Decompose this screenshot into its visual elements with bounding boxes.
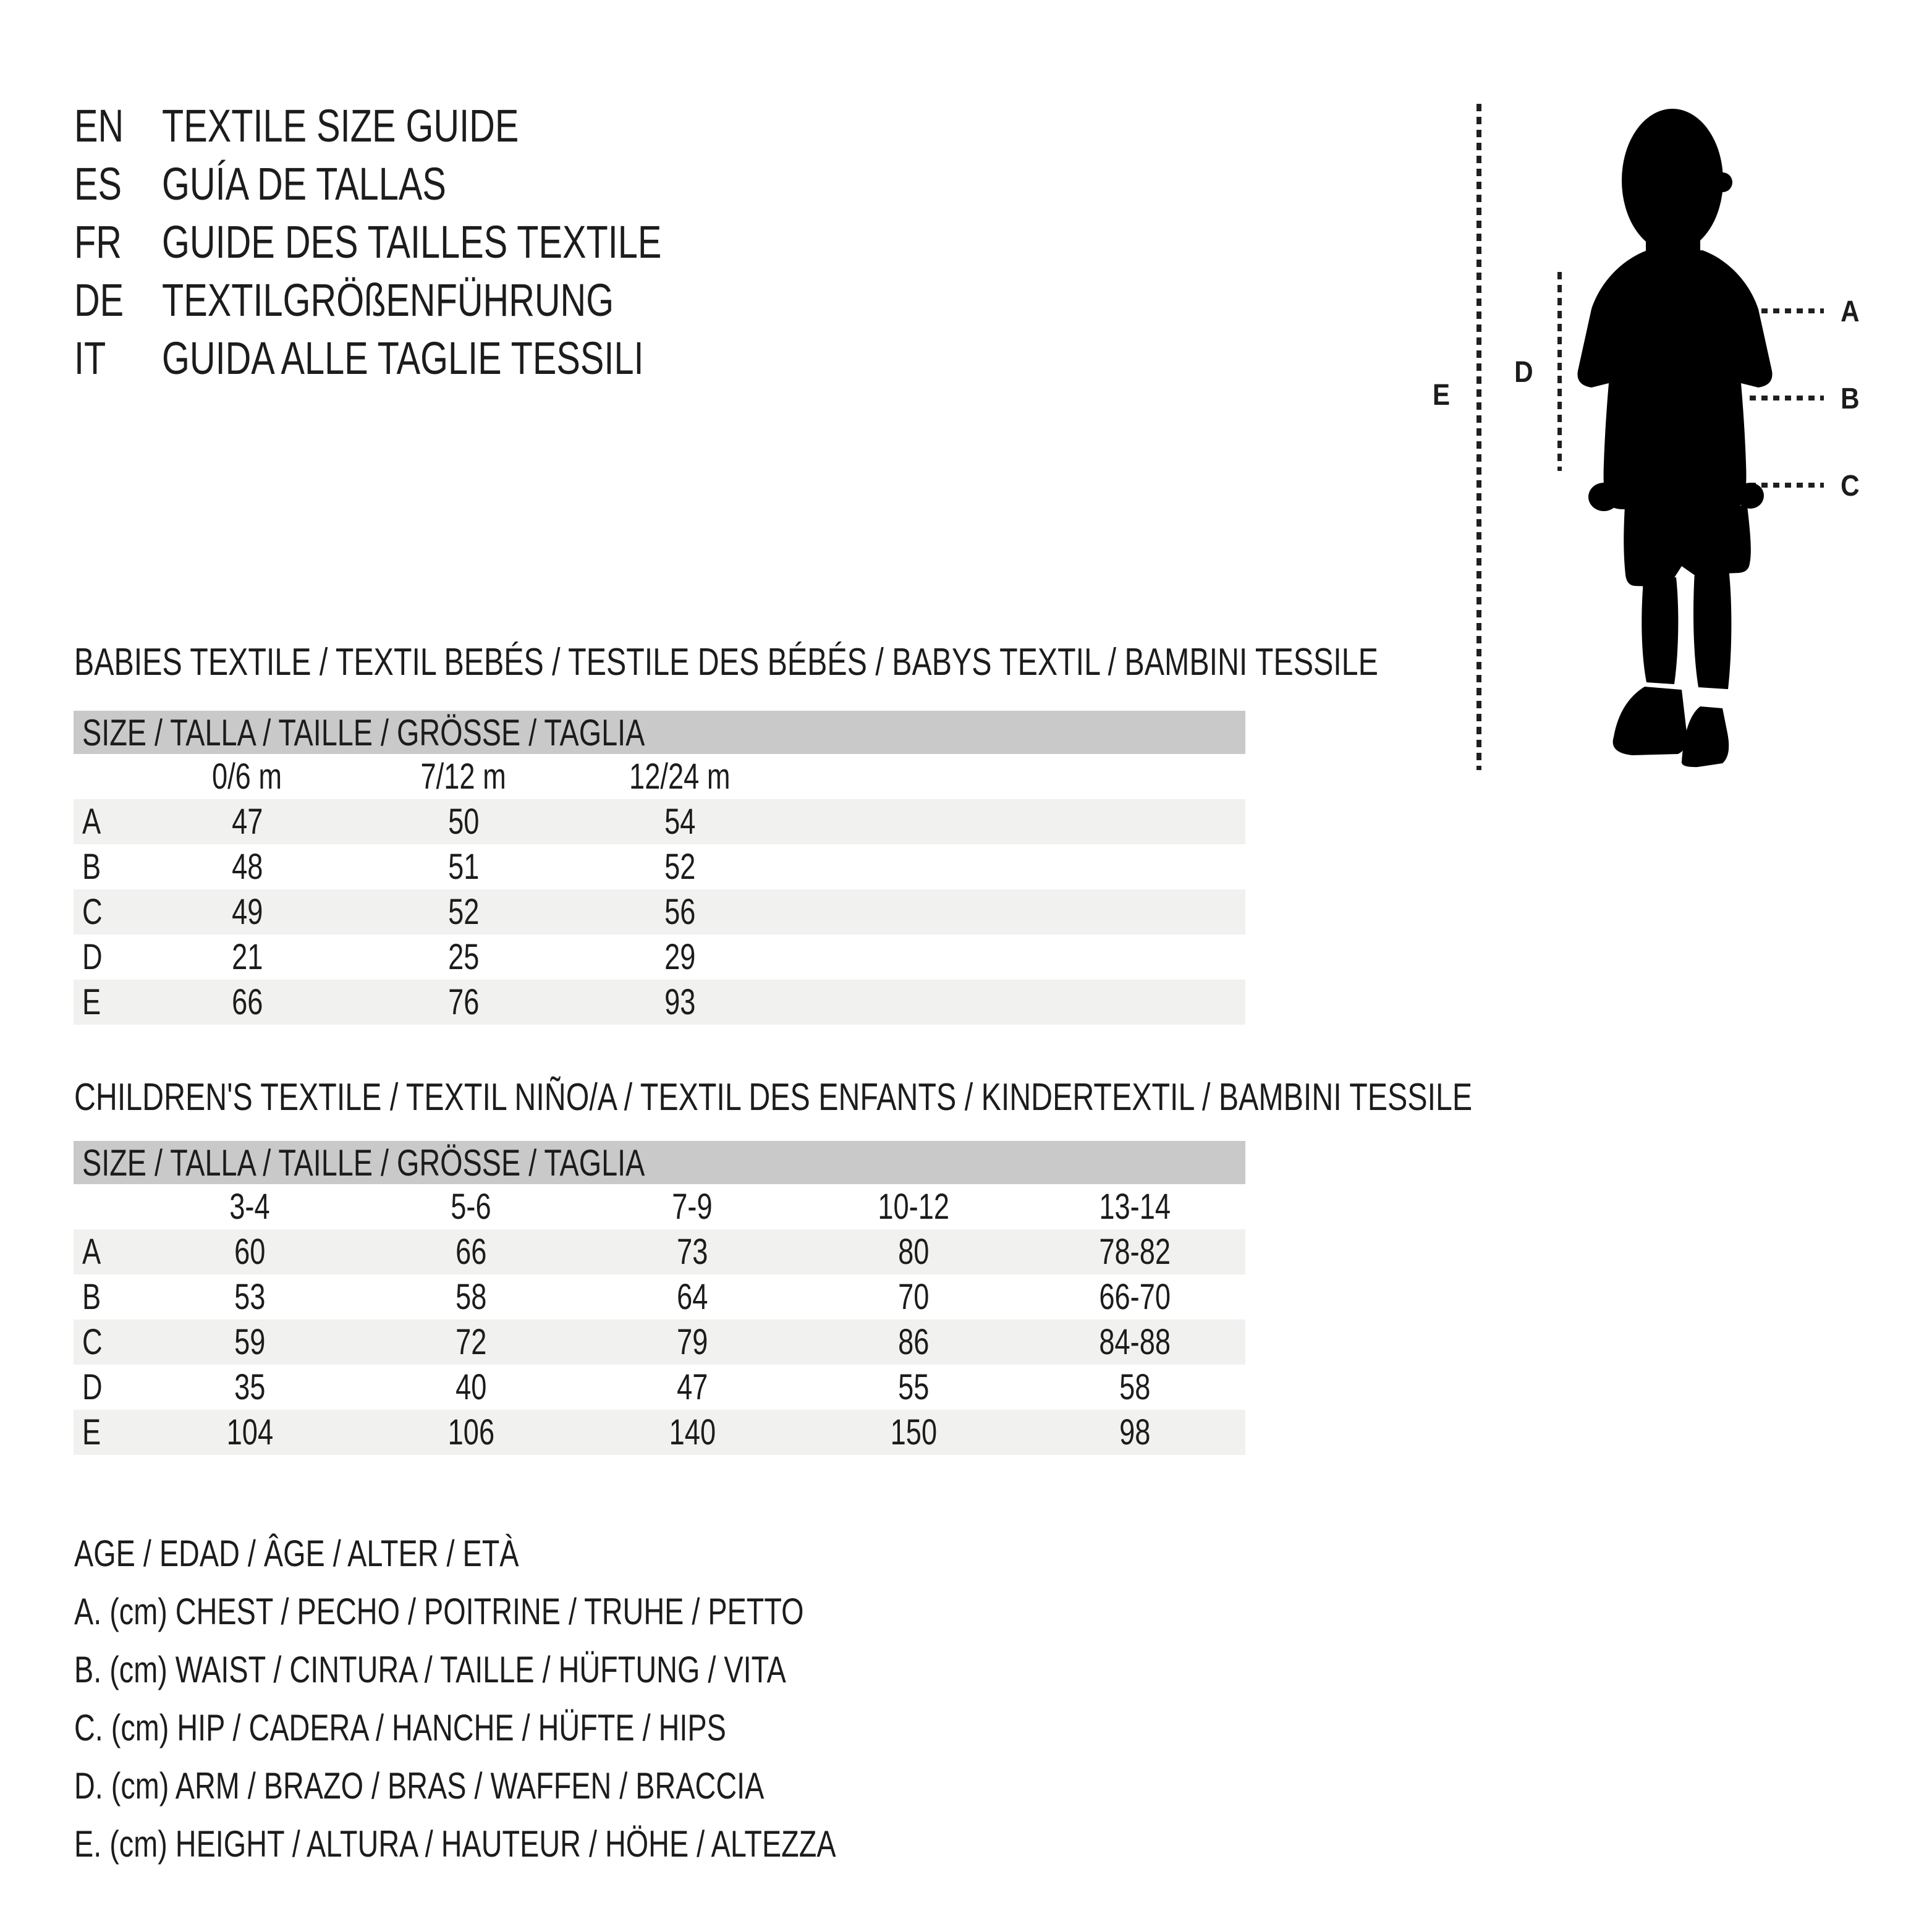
- column-header: 7/12 m: [420, 756, 507, 797]
- guide-title: TEXTILE SIZE GUIDE: [162, 100, 519, 151]
- guide-title: TEXTILGRÖßENFÜHRUNG: [162, 274, 614, 326]
- children-section-heading: CHILDREN'S TEXTILE / TEXTIL NIÑO/A / TEXTIL DES ENFANTS / KINDERTEXTIL / BAMBINI TESSILE: [74, 1075, 1473, 1119]
- height-measure-label: E: [1432, 379, 1451, 412]
- table-row: [74, 934, 1245, 980]
- size-cell: 59: [234, 1322, 266, 1362]
- size-cell: 66-70: [1099, 1277, 1171, 1317]
- size-cell: 49: [231, 892, 263, 932]
- row-label: E: [82, 982, 101, 1022]
- column-header: 12/24 m: [629, 756, 731, 797]
- size-cell: 58: [1119, 1367, 1151, 1407]
- size-cell: 86: [897, 1322, 930, 1362]
- size-cell: 58: [455, 1277, 487, 1317]
- language-row: [74, 271, 802, 329]
- size-header-bar: SIZE / TALLA / TAILLE / GRÖSSE / TAGLIA: [74, 711, 1245, 754]
- size-cell: 56: [664, 892, 696, 932]
- row-label: C: [82, 1322, 103, 1362]
- size-cell: 73: [676, 1232, 708, 1272]
- size-cell: 78-82: [1099, 1232, 1171, 1272]
- chest-measure-label: A: [1841, 295, 1860, 328]
- size-cell: 21: [231, 937, 263, 977]
- size-cell: 60: [234, 1232, 266, 1272]
- size-header-bar: SIZE / TALLA / TAILLE / GRÖSSE / TAGLIA: [74, 1141, 1245, 1184]
- column-header: 13-14: [1099, 1187, 1171, 1227]
- language-code: FR: [74, 216, 122, 268]
- legend-line: D. (cm) ARM / BRAZO / BRAS / WAFFEN / BRACCIA: [74, 1765, 765, 1807]
- size-cell: 66: [455, 1232, 487, 1272]
- row-label: B: [82, 1277, 101, 1317]
- row-label: C: [82, 892, 103, 932]
- size-cell: 150: [890, 1412, 937, 1452]
- column-header: 5-6: [451, 1187, 491, 1227]
- legend-line: C. (cm) HIP / CADERA / HANCHE / HÜFTE / HIPS: [74, 1706, 726, 1748]
- table-row: [74, 1274, 1245, 1320]
- size-cell: 54: [664, 802, 696, 842]
- size-cell: 55: [897, 1367, 930, 1407]
- size-cell: 66: [231, 982, 263, 1022]
- row-label: D: [82, 937, 103, 977]
- language-row: [74, 329, 802, 387]
- language-code: DE: [74, 274, 124, 326]
- size-cell: 64: [676, 1277, 708, 1317]
- language-title-block: [74, 96, 802, 387]
- language-code: EN: [74, 100, 124, 151]
- size-cell: 70: [897, 1277, 930, 1317]
- row-label: A: [82, 802, 101, 842]
- legend-line: E. (cm) HEIGHT / ALTURA / HAUTEUR / HÖHE / ALTEZZA: [74, 1823, 836, 1865]
- size-cell: 76: [447, 982, 480, 1022]
- size-cell: 72: [455, 1322, 487, 1362]
- row-label: D: [82, 1367, 103, 1407]
- size-cell: 25: [447, 937, 480, 977]
- language-row: [74, 155, 802, 213]
- table-row: [74, 1365, 1245, 1410]
- guide-title: GUÍA DE TALLAS: [162, 158, 446, 210]
- size-cell: 40: [455, 1367, 487, 1407]
- size-cell: 35: [234, 1367, 266, 1407]
- size-cell: 29: [664, 937, 696, 977]
- size-cell: 93: [664, 982, 696, 1022]
- language-code: IT: [74, 332, 106, 384]
- legend-line: B. (cm) WAIST / CINTURA / TAILLE / HÜFTUNG / VITA: [74, 1648, 786, 1690]
- arm-measure-label: D: [1514, 356, 1533, 389]
- column-header-row: [74, 1184, 1245, 1229]
- babies-section-heading: BABIES TEXTILE / TEXTIL BEBÉS / TESTILE DES BÉBÉS / BABYS TEXTIL / BAMBINI TESSILE: [74, 640, 1378, 684]
- size-cell: 47: [231, 802, 263, 842]
- table-row: [74, 1229, 1245, 1274]
- size-cell: 52: [447, 892, 480, 932]
- guide-title: GUIDA ALLE TAGLIE TESSILI: [162, 332, 644, 384]
- column-header: 0/6 m: [212, 756, 282, 797]
- legend-line: A. (cm) CHEST / PECHO / POITRINE / TRUHE / PETTO: [74, 1590, 804, 1632]
- waist-measure-label: B: [1841, 383, 1860, 415]
- language-code: ES: [74, 158, 122, 210]
- language-row: [74, 96, 802, 155]
- size-cell: 140: [669, 1412, 716, 1452]
- arm-measure-line: [1557, 272, 1562, 471]
- table-row: [74, 1410, 1245, 1455]
- hip-measure-label: C: [1841, 470, 1860, 502]
- size-cell: 53: [234, 1277, 266, 1317]
- size-cell: 80: [897, 1232, 930, 1272]
- table-row: [74, 980, 1245, 1025]
- table-body: [74, 1229, 1245, 1455]
- row-label: B: [82, 847, 101, 887]
- row-label: E: [82, 1412, 101, 1452]
- size-cell: 79: [676, 1322, 708, 1362]
- size-cell: 106: [447, 1412, 494, 1452]
- table-row: [74, 844, 1245, 889]
- size-cell: 51: [447, 847, 480, 887]
- size-cell: 104: [226, 1412, 273, 1452]
- size-cell: 84-88: [1099, 1322, 1171, 1362]
- measurement-legend: [74, 1524, 1051, 1873]
- table-row: [74, 1320, 1245, 1365]
- column-header: 3-4: [229, 1187, 270, 1227]
- row-label: A: [82, 1232, 101, 1272]
- table-body: [74, 799, 1245, 1025]
- children-size-table: [74, 1141, 1245, 1455]
- language-row: [74, 213, 802, 271]
- table-row: [74, 799, 1245, 844]
- size-cell: 47: [676, 1367, 708, 1407]
- size-cell: 50: [447, 802, 480, 842]
- size-cell: 48: [231, 847, 263, 887]
- table-row: [74, 889, 1245, 934]
- column-header: 7-9: [672, 1187, 713, 1227]
- babies-size-table: [74, 711, 1245, 1025]
- size-cell: 52: [664, 847, 696, 887]
- legend-line: AGE / EDAD / ÂGE / ALTER / ETÀ: [74, 1532, 519, 1574]
- size-cell: 98: [1119, 1412, 1151, 1452]
- column-header-row: [74, 754, 1245, 799]
- column-header: 10-12: [878, 1187, 949, 1227]
- guide-title: GUIDE DES TAILLES TEXTILE: [162, 216, 662, 268]
- ear-icon: [1713, 172, 1732, 192]
